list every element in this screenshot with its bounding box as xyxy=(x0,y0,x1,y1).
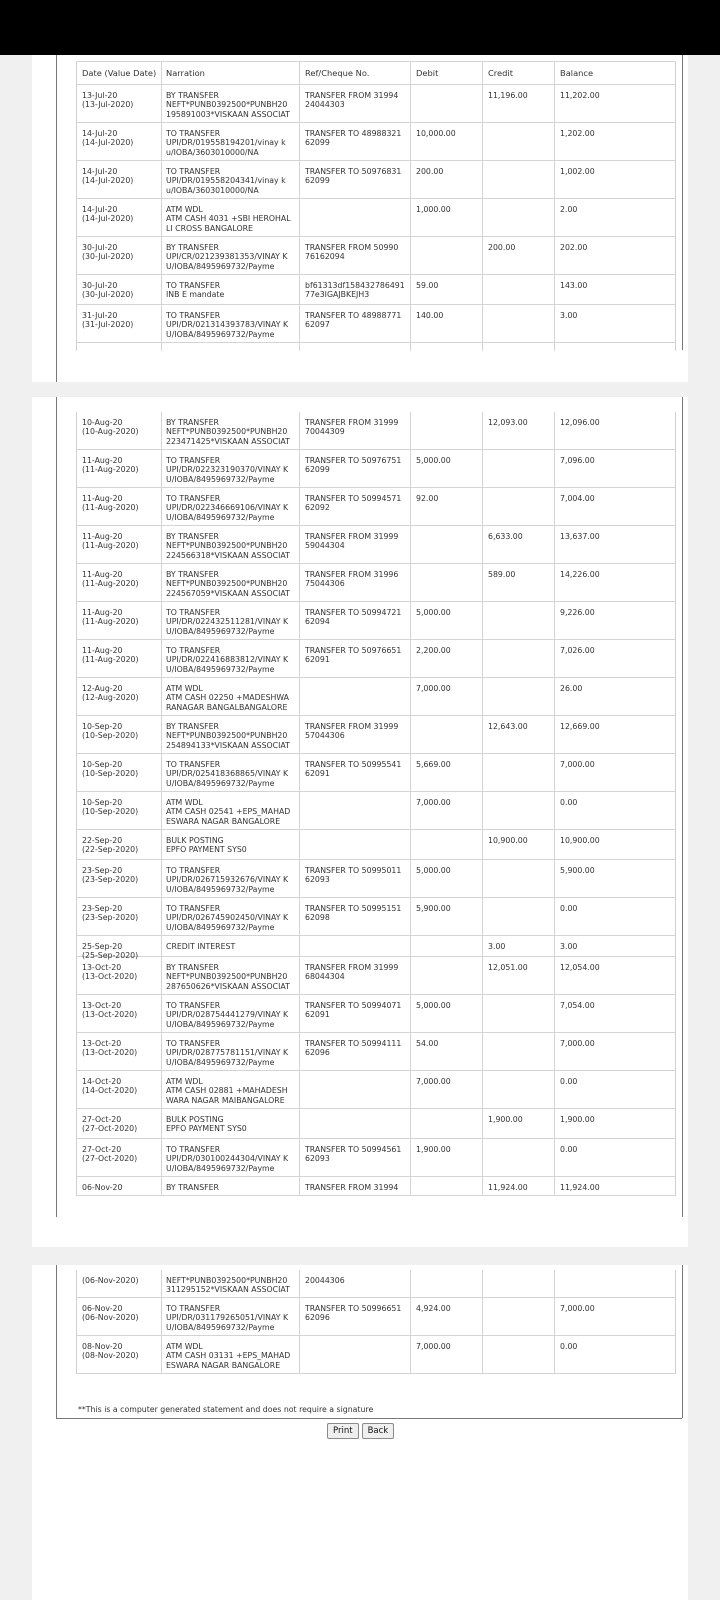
credit-cell: 200.00 xyxy=(488,243,516,252)
table-row xyxy=(77,860,675,898)
column-divider xyxy=(554,1033,555,1070)
column-divider xyxy=(554,1298,555,1335)
ref-cell: TRANSFER FROM 31999 57044306 xyxy=(305,722,399,741)
column-divider xyxy=(482,85,483,122)
date-cell: 13-Jul-20 (13-Jul-2020) xyxy=(82,91,134,110)
balance-cell: 11,202.00 xyxy=(560,91,600,100)
balance-cell: 9,226.00 xyxy=(560,608,595,617)
table-row xyxy=(77,995,675,1033)
table-row xyxy=(77,678,675,716)
narration-cell: BY TRANSFER NEFT*PUNB0392500*PUNBH20 195891003*VISKAAN ASSOCIAT xyxy=(166,91,290,119)
balance-cell: 10,900.00 xyxy=(560,836,600,845)
balance-cell: 7,000.00 xyxy=(560,760,595,769)
balance-cell: 1,900.00 xyxy=(560,1115,595,1124)
balance-cell: 7,026.00 xyxy=(560,646,595,655)
credit-cell: 589.00 xyxy=(488,570,516,579)
narration-cell: TO TRANSFER UPI/DR/019558204341/vinay k u/IOBA/3603010000/NA xyxy=(166,167,286,195)
column-divider xyxy=(554,488,555,525)
balance-cell: 11,924.00 xyxy=(560,1183,600,1192)
ref-cell: TRANSFER FROM 31999 59044304 xyxy=(305,532,399,551)
ref-cell: TRANSFER FROM 31999 70044309 xyxy=(305,418,399,437)
table-row xyxy=(77,640,675,678)
balance-cell: 0.00 xyxy=(560,1077,578,1086)
table-row xyxy=(77,716,675,754)
table-row xyxy=(77,85,675,123)
column-divider xyxy=(554,678,555,715)
date-cell: 14-Oct-20 (14-Oct-2020) xyxy=(82,1077,138,1096)
table-row xyxy=(77,123,675,161)
narration-cell: BY TRANSFER NEFT*PUNB0392500*PUNBH20 224566318*VISKAAN ASSOCIAT xyxy=(166,532,290,560)
page-border-left xyxy=(56,1265,57,1418)
date-cell: 23-Sep-20 (23-Sep-2020) xyxy=(82,866,139,885)
column-divider xyxy=(482,957,483,994)
debit-cell: 5,000.00 xyxy=(416,608,451,617)
balance-cell: 1,202.00 xyxy=(560,129,595,138)
date-cell: 10-Aug-20 (10-Aug-2020) xyxy=(82,418,139,437)
ref-cell: TRANSFER TO 50994111 62096 xyxy=(305,1039,402,1058)
ref-cell: TRANSFER TO 50976651 62091 xyxy=(305,646,402,665)
table-row xyxy=(77,526,675,564)
ref-cell: TRANSFER TO 48988321 62099 xyxy=(305,129,402,148)
table-row xyxy=(77,305,675,343)
column-divider xyxy=(554,792,555,829)
table-row xyxy=(77,161,675,199)
column-divider xyxy=(482,1109,483,1138)
date-cell: 23-Sep-20 (23-Sep-2020) xyxy=(82,904,139,923)
narration-cell: BY TRANSFER NEFT*PUNB0392500*PUNBH20 223471425*VISKAAN ASSOCIAT xyxy=(166,418,290,446)
column-divider xyxy=(554,602,555,639)
balance-cell: 3.00 xyxy=(560,942,578,951)
balance-cell: 26.00 xyxy=(560,684,583,693)
balance-cell: 202.00 xyxy=(560,243,588,252)
narration-cell: ATM WDL ATM CASH 03131 +EPS_MAHAD ESWARA NAGAR BANGALORE xyxy=(166,1342,291,1370)
debit-cell: 7,000.00 xyxy=(416,684,451,693)
date-cell: 13-Oct-20 (13-Oct-2020) xyxy=(82,1039,138,1058)
column-divider xyxy=(554,1071,555,1108)
column-header-debit: Debit xyxy=(416,69,439,78)
credit-cell: 11,196.00 xyxy=(488,91,528,100)
balance-cell: 7,000.00 xyxy=(560,1039,595,1048)
date-cell: 14-Jul-20 (14-Jul-2020) xyxy=(82,205,134,224)
table-row xyxy=(77,1336,675,1374)
column-divider xyxy=(554,640,555,677)
table-row xyxy=(77,957,675,995)
table-row xyxy=(77,564,675,602)
balance-cell: 12,669.00 xyxy=(560,722,600,731)
balance-cell: 5,900.00 xyxy=(560,866,595,875)
column-divider xyxy=(554,1336,555,1373)
transactions-table xyxy=(76,61,676,351)
credit-cell: 11,924.00 xyxy=(488,1183,528,1192)
column-header-balance: Balance xyxy=(560,69,594,78)
narration-cell: BY TRANSFER NEFT*PUNB0392500*PUNBH20 254894133*VISKAAN ASSOCIAT xyxy=(166,722,290,750)
column-divider xyxy=(482,343,483,351)
debit-cell: 1,900.00 xyxy=(416,1145,451,1154)
balance-cell: 13,637.00 xyxy=(560,532,600,541)
date-cell: 11-Aug-20 (11-Aug-2020) xyxy=(82,608,139,627)
ref-cell: TRANSFER FROM 31996 75044306 xyxy=(305,570,399,589)
column-header-date: Date (Value Date) xyxy=(82,69,157,78)
narration-cell: BULK POSTING EPFO PAYMENT SYS0 xyxy=(166,836,247,855)
ref-cell: TRANSFER FROM 31994 xyxy=(305,1183,399,1192)
balance-cell: 1,002.00 xyxy=(560,167,595,176)
page-border-bottom xyxy=(56,1418,682,1419)
narration-cell: TO TRANSFER UPI/DR/021314393783/VINAY K U/IOBA/8495969732/Payme xyxy=(166,311,289,339)
narration-cell: TO TRANSFER UPI/DR/022416883812/VINAY K U/IOBA/8495969732/Payme xyxy=(166,646,289,674)
table-row xyxy=(77,936,675,961)
debit-cell: 5,900.00 xyxy=(416,904,451,913)
credit-cell: 12,643.00 xyxy=(488,722,528,731)
debit-cell: 5,000.00 xyxy=(416,866,451,875)
column-divider xyxy=(410,792,411,829)
column-divider xyxy=(554,275,555,304)
debit-cell: 1,000.00 xyxy=(416,205,451,214)
narration-cell: TO TRANSFER UPI/DR/028754441279/VINAY K U/IOBA/8495969732/Payme xyxy=(166,1001,289,1029)
debit-cell: 140.00 xyxy=(416,311,444,320)
narration-cell: TO TRANSFER UPI/DR/028775781151/VINAY K U/IOBA/8495969732/Payme xyxy=(166,1039,289,1067)
print-button[interactable]: Print xyxy=(327,1423,359,1439)
balance-cell: 143.00 xyxy=(560,281,588,290)
ref-cell: TRANSFER TO 50994561 62093 xyxy=(305,1145,402,1164)
credit-cell: 6,633.00 xyxy=(488,532,523,541)
date-cell: 12-Aug-20 (12-Aug-2020) xyxy=(82,684,139,703)
debit-cell: 54.00 xyxy=(416,1039,439,1048)
balance-cell: 7,004.00 xyxy=(560,494,595,503)
narration-cell: CREDIT INTEREST xyxy=(166,942,236,951)
column-divider xyxy=(482,237,483,274)
column-divider xyxy=(410,199,411,236)
column-divider xyxy=(554,995,555,1032)
ref-cell: TRANSFER TO 50995151 62098 xyxy=(305,904,402,923)
date-cell: 14-Jul-20 (14-Jul-2020) xyxy=(82,167,134,186)
date-cell: 06-Nov-20 (06-Nov-2020) xyxy=(82,1304,139,1323)
balance-cell: 12,054.00 xyxy=(560,963,600,972)
column-header-credit: Credit xyxy=(488,69,513,78)
ref-cell: TRANSFER TO 50976831 62099 xyxy=(305,167,402,186)
table-row xyxy=(77,450,675,488)
narration-cell: BY TRANSFER UPI/CR/021239381353/VINAY K U/IOBA/8495969732/Payme xyxy=(166,243,288,271)
date-cell: 13-Oct-20 (13-Oct-2020) xyxy=(82,963,138,982)
column-divider xyxy=(482,716,483,753)
back-button[interactable]: Back xyxy=(362,1423,395,1439)
date-cell: 11-Aug-20 (11-Aug-2020) xyxy=(82,494,139,513)
balance-cell: 0.00 xyxy=(560,904,578,913)
debit-cell: 92.00 xyxy=(416,494,439,503)
balance-cell: 7,096.00 xyxy=(560,456,595,465)
column-divider xyxy=(410,678,411,715)
ref-cell: TRANSFER TO 50994071 62091 xyxy=(305,1001,402,1020)
narration-cell: TO TRANSFER INB E mandate xyxy=(166,281,225,300)
balance-cell: 14,226.00 xyxy=(560,570,600,579)
date-cell: 08-Nov-20 (08-Nov-2020) xyxy=(82,1342,139,1361)
column-divider xyxy=(554,898,555,935)
narration-cell: ATM WDL ATM CASH 02881 +MAHADESH WARA NAGAR MAIBANGALORE xyxy=(166,1077,288,1105)
narration-cell: ATM WDL ATM CASH 02250 +MADESHWA RANAGAR BANGALBANGALORE xyxy=(166,684,289,712)
table-row xyxy=(77,1033,675,1071)
date-cell: 06-Nov-20 xyxy=(82,1183,123,1192)
transactions-table xyxy=(76,1270,676,1374)
debit-cell: 7,000.00 xyxy=(416,1342,451,1351)
debit-cell: 4,924.00 xyxy=(416,1304,451,1313)
date-cell: 10-Sep-20 (10-Sep-2020) xyxy=(82,722,139,741)
column-divider xyxy=(161,343,162,351)
table-row xyxy=(77,1071,675,1109)
column-divider xyxy=(554,305,555,342)
table-row xyxy=(77,199,675,237)
ref-cell: TRANSFER TO 50994721 62094 xyxy=(305,608,402,627)
column-divider xyxy=(410,936,411,956)
debit-cell: 5,669.00 xyxy=(416,760,451,769)
debit-cell: 59.00 xyxy=(416,281,439,290)
balance-cell: 7,054.00 xyxy=(560,1001,595,1010)
ref-cell: TRANSFER TO 50996651 62096 xyxy=(305,1304,402,1323)
table-row xyxy=(77,830,675,860)
debit-cell: 200.00 xyxy=(416,167,444,176)
narration-cell: NEFT*PUNB0392500*PUNBH20 311295152*VISKAAN ASSOCIAT xyxy=(166,1276,290,1295)
column-divider xyxy=(482,564,483,601)
date-cell: 11-Aug-20 (11-Aug-2020) xyxy=(82,532,139,551)
credit-cell: 12,051.00 xyxy=(488,963,528,972)
table-row-continued xyxy=(77,343,675,351)
narration-cell: BY TRANSFER NEFT*PUNB0392500*PUNBH20 287650626*VISKAAN ASSOCIAT xyxy=(166,963,290,991)
statement-page-1 xyxy=(32,55,688,382)
narration-cell: TO TRANSFER UPI/DR/031179265051/VINAY K U/IOBA/8495969732/Payme xyxy=(166,1304,289,1332)
date-cell: 31-Jul-20 (31-Jul-2020) xyxy=(82,311,134,330)
date-cell: (06-Nov-2020) xyxy=(82,1276,139,1285)
narration-cell: TO TRANSFER UPI/DR/026745902450/VINAY K U/IOBA/8495969732/Payme xyxy=(166,904,289,932)
column-divider xyxy=(554,199,555,236)
narration-cell: TO TRANSFER UPI/DR/025418368865/VINAY K U/IOBA/8495969732/Payme xyxy=(166,760,289,788)
balance-cell: 2.00 xyxy=(560,205,578,214)
page-border-right xyxy=(682,1265,683,1418)
column-divider xyxy=(410,1336,411,1373)
statement-page-2 xyxy=(32,397,688,1247)
date-cell: 10-Sep-20 (10-Sep-2020) xyxy=(82,760,139,779)
column-divider xyxy=(410,343,411,351)
narration-cell: BY TRANSFER xyxy=(166,1183,219,1192)
column-divider xyxy=(554,1270,555,1297)
debit-cell: 5,000.00 xyxy=(416,456,451,465)
narration-cell: TO TRANSFER UPI/DR/022346669106/VINAY K U/IOBA/8495969732/Payme xyxy=(166,494,289,522)
status-bar xyxy=(0,0,720,55)
balance-cell: 0.00 xyxy=(560,798,578,807)
balance-cell: 3.00 xyxy=(560,311,578,320)
debit-cell: 7,000.00 xyxy=(416,1077,451,1086)
ref-cell: 20044306 xyxy=(305,1276,345,1285)
table-row xyxy=(77,754,675,792)
column-divider xyxy=(410,830,411,859)
narration-cell: BY TRANSFER NEFT*PUNB0392500*PUNBH20 224567059*VISKAAN ASSOCIAT xyxy=(166,570,290,598)
column-divider xyxy=(410,1071,411,1108)
column-divider xyxy=(554,754,555,791)
balance-cell: 0.00 xyxy=(560,1145,578,1154)
column-divider xyxy=(482,1177,483,1195)
ref-cell: TRANSFER TO 50995011 62093 xyxy=(305,866,402,885)
date-cell: 27-Oct-20 (27-Oct-2020) xyxy=(82,1145,138,1164)
ref-cell: TRANSFER FROM 50990 76162094 xyxy=(305,243,399,262)
table-row xyxy=(77,1270,675,1298)
table-row xyxy=(77,1298,675,1336)
date-cell: 27-Oct-20 (27-Oct-2020) xyxy=(82,1115,138,1134)
ref-cell: TRANSFER TO 48988771 62097 xyxy=(305,311,402,330)
column-divider xyxy=(554,343,555,351)
credit-cell: 12,093.00 xyxy=(488,418,528,427)
narration-cell: TO TRANSFER UPI/DR/022432511281/VINAY K U/IOBA/8495969732/Payme xyxy=(166,608,289,636)
ref-cell: TRANSFER TO 50995541 62091 xyxy=(305,760,402,779)
table-row xyxy=(77,237,675,275)
ref-cell: TRANSFER FROM 31994 24044303 xyxy=(305,91,399,110)
balance-cell: 12,096.00 xyxy=(560,418,600,427)
balance-cell: 7,000.00 xyxy=(560,1304,595,1313)
column-divider xyxy=(554,123,555,160)
credit-cell: 3.00 xyxy=(488,942,506,951)
credit-cell: 10,900.00 xyxy=(488,836,528,845)
column-divider xyxy=(482,1270,483,1297)
column-divider xyxy=(482,412,483,449)
narration-cell: ATM WDL ATM CASH 02541 +EPS_MAHAD ESWARA NAGAR BANGALORE xyxy=(166,798,291,826)
date-cell: 13-Oct-20 (13-Oct-2020) xyxy=(82,1001,138,1020)
page-border-left xyxy=(56,397,57,1217)
table-row xyxy=(77,275,675,305)
column-divider xyxy=(554,450,555,487)
date-cell: 30-Jul-20 (30-Jul-2020) xyxy=(82,243,134,262)
narration-cell: BULK POSTING EPFO PAYMENT SYS0 xyxy=(166,1115,247,1134)
date-cell: 10-Sep-20 (10-Sep-2020) xyxy=(82,798,139,817)
debit-cell: 5,000.00 xyxy=(416,1001,451,1010)
table-header-row xyxy=(77,61,675,85)
table-row xyxy=(77,1109,675,1139)
column-divider xyxy=(482,936,483,956)
date-cell: 11-Aug-20 (11-Aug-2020) xyxy=(82,456,139,475)
table-row xyxy=(77,1177,675,1196)
narration-cell: ATM WDL ATM CASH 4031 +SBI HEROHAL LI CROSS BANGALORE xyxy=(166,205,291,233)
debit-cell: 10,000.00 xyxy=(416,129,456,138)
page-border-left xyxy=(56,55,57,382)
debit-cell: 2,200.00 xyxy=(416,646,451,655)
date-cell: 11-Aug-20 (11-Aug-2020) xyxy=(82,646,139,665)
table-row xyxy=(77,488,675,526)
date-cell: 25-Sep-20 (25-Sep-2020) xyxy=(82,942,139,961)
transactions-table xyxy=(76,412,676,1196)
ref-cell: TRANSFER TO 50976751 62099 xyxy=(305,456,402,475)
table-row xyxy=(77,1139,675,1177)
debit-cell: 7,000.00 xyxy=(416,798,451,807)
narration-cell: TO TRANSFER UPI/DR/026715932676/VINAY K U/IOBA/8495969732/Payme xyxy=(166,866,289,894)
page-border-right xyxy=(682,397,683,1217)
table-row xyxy=(77,602,675,640)
table-row xyxy=(77,412,675,450)
column-divider xyxy=(554,860,555,897)
narration-cell: TO TRANSFER UPI/DR/019558194201/vinay k u/IOBA/3603010000/NA xyxy=(166,129,286,157)
column-divider xyxy=(299,343,300,351)
action-buttons xyxy=(327,1423,394,1439)
column-divider xyxy=(554,161,555,198)
ref-cell: TRANSFER TO 50994571 62092 xyxy=(305,494,402,513)
date-cell: 11-Aug-20 (11-Aug-2020) xyxy=(82,570,139,589)
page-border-right xyxy=(682,55,683,350)
column-divider xyxy=(410,1109,411,1138)
ref-cell: TRANSFER FROM 31999 68044304 xyxy=(305,963,399,982)
column-divider xyxy=(482,830,483,859)
column-header-ref: Ref/Cheque No. xyxy=(305,69,370,78)
computer-generated-note: **This is a computer generated statement and does not require a signature xyxy=(78,1405,374,1414)
column-divider xyxy=(482,526,483,563)
balance-cell: 0.00 xyxy=(560,1342,578,1351)
date-cell: 30-Jul-20 (30-Jul-2020) xyxy=(82,281,134,300)
column-divider xyxy=(554,1139,555,1176)
column-header-narration: Narration xyxy=(166,69,205,78)
date-cell: 22-Sep-20 (22-Sep-2020) xyxy=(82,836,139,855)
ref-cell: bf61313df158432786491 77e3IGAJBKEJH3 xyxy=(305,281,405,300)
credit-cell: 1,900.00 xyxy=(488,1115,523,1124)
narration-cell: TO TRANSFER UPI/DR/030100244304/VINAY K U/IOBA/8495969732/Payme xyxy=(166,1145,289,1173)
table-row xyxy=(77,792,675,830)
narration-cell: TO TRANSFER UPI/DR/022323190370/VINAY K U/IOBA/8495969732/Payme xyxy=(166,456,289,484)
date-cell: 14-Jul-20 (14-Jul-2020) xyxy=(82,129,134,148)
table-row xyxy=(77,898,675,936)
